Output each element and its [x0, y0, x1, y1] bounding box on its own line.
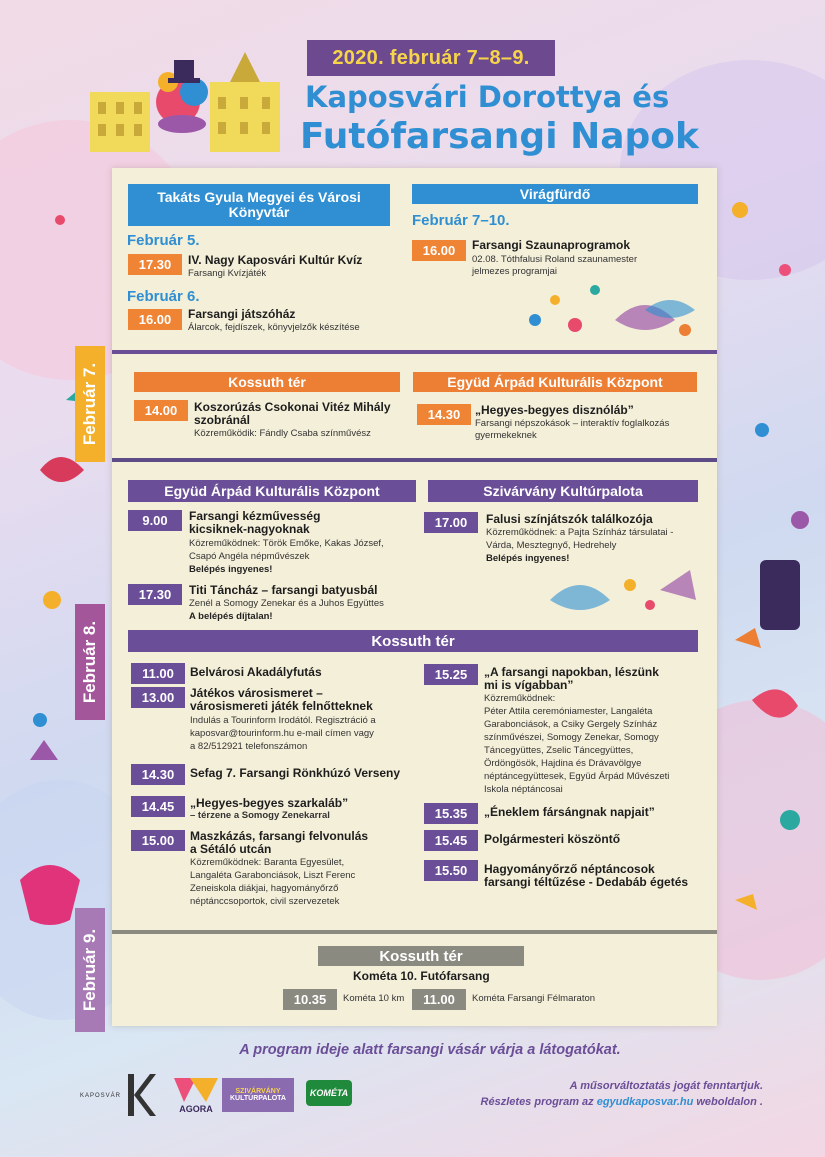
- event-desc: Zenél a Somogy Zenekar és a Juhos Együttes: [189, 598, 384, 609]
- event-desc: Közreműködik: Fándly Csaba színművész: [194, 428, 371, 439]
- event-time: 15.45: [424, 830, 478, 851]
- event-title: kicsiknek-nagyoknak: [189, 522, 310, 536]
- event-title: Farsangi Szaunaprogramok: [472, 238, 631, 252]
- event-desc: Garabonciások, a Csiky Gergely Színház: [484, 719, 658, 730]
- event-note: A belépés díjtalan!: [189, 611, 273, 622]
- event-title: farsangi téltűzése - Dedabáb égetés: [484, 875, 689, 889]
- event-desc: Iskola néptáncosai: [484, 784, 563, 795]
- venue-kossuth-ter: Kossuth tér: [318, 946, 524, 966]
- event-note: Belépés ingyenes!: [189, 564, 273, 575]
- event-title: Farsangi kézművesség: [189, 509, 321, 523]
- carnival-mask-decoration: [515, 270, 705, 350]
- event-desc: Péter Attila ceremóniamester, Langaléta: [484, 706, 653, 717]
- event-desc: Zeneiskola diákjai, hagyományőrző: [190, 883, 339, 894]
- event-desc: néptánccsoportok, civil szervezetek: [190, 896, 340, 907]
- event-title: „Hegyes-begyes szarkaláb”: [190, 796, 349, 810]
- day-tab-feb-7: Február 7.: [75, 346, 105, 462]
- event-title: Farsangi játszóház: [188, 307, 296, 321]
- day-heading: Február 5.: [127, 232, 200, 249]
- page-title-line1: Kaposvári Dorottya és: [305, 80, 670, 114]
- event-desc: Kométa 10 km: [343, 993, 405, 1004]
- event-time: 17.00: [424, 512, 478, 533]
- divider: [112, 930, 717, 934]
- event-title: a Sétáló utcán: [190, 842, 272, 856]
- event-desc: Langaléta Garabonciások, Liszt Ferenc: [190, 870, 356, 881]
- event-time: 9.00: [128, 510, 182, 531]
- event-time: 10.35: [283, 989, 337, 1010]
- event-time: 14.30: [131, 764, 185, 785]
- event-desc: – térzene a Somogy Zenekarral: [190, 810, 330, 821]
- event-time: 13.00: [131, 687, 185, 708]
- event-time: 16.00: [412, 240, 466, 261]
- event-title: Kométa 10. Futófarsang: [353, 969, 490, 983]
- event-desc: Táncegyüttes, Zselic Táncegyüttes,: [484, 745, 634, 756]
- event-desc: Csapó Angéla népművészek: [189, 551, 310, 562]
- venue-szivarvany: Szivárvány Kultúrpalota: [428, 480, 698, 502]
- event-title: Játékos városismeret –: [190, 686, 323, 700]
- event-time: 15.00: [131, 830, 185, 851]
- event-desc: Közreműködnek: Török Emőke, Kakas József,: [189, 538, 384, 549]
- szivarvany-logo-text: SZIVÁRVÁNY: [235, 1088, 281, 1095]
- event-time: 15.35: [424, 803, 478, 824]
- town-hall-illustration: [90, 52, 300, 162]
- event-time: 14.45: [131, 796, 185, 817]
- event-title: Hagyományőrző néptáncosok: [484, 862, 655, 876]
- event-title: Belvárosi Akadályfutás: [190, 665, 322, 679]
- agora-logo: [168, 1074, 224, 1118]
- event-title: Falusi színjátszók találkozója: [486, 512, 653, 526]
- event-desc: Közreműködnek: a Pajta Színház társulatai -: [486, 527, 674, 538]
- event-desc: Álarcok, fejdíszek, könyvjelzők készítése: [188, 322, 360, 333]
- carnival-mask-decoration: [540, 560, 710, 622]
- divider: [112, 458, 717, 462]
- event-desc: jelmezes programjai: [472, 266, 558, 277]
- event-desc: Közreműködnek: Baranta Egyesület,: [190, 857, 345, 868]
- event-time: 14.00: [134, 400, 188, 421]
- event-desc: Ördöngösök, Hajdina és Drávavölgye: [484, 758, 642, 769]
- day-heading: Február 6.: [127, 288, 200, 305]
- agora-logo-text: AGORA: [179, 1104, 213, 1114]
- event-desc: Farsangi népszokások – interaktív foglalkozás: [475, 418, 670, 429]
- event-desc: színművészei, Somogy Zenekar, Somogy: [484, 732, 659, 743]
- event-title: IV. Nagy Kaposvári Kultúr Kvíz: [188, 253, 363, 267]
- event-title: Sefag 7. Farsangi Rönkhúzó Verseny: [190, 766, 401, 780]
- event-desc: kaposvar@tourinform.hu e-mail címen vagy: [190, 728, 374, 739]
- kometa-logo: KOMÉTA: [306, 1080, 352, 1106]
- event-note: Belépés ingyenes!: [486, 553, 570, 564]
- event-desc: 02.08. Tóthfalusi Roland szaunamester: [472, 254, 638, 265]
- event-title: Titi Táncház – farsangi batyusbál: [189, 583, 378, 597]
- event-title: „Éneklem fársángnak napjait”: [484, 805, 655, 819]
- change-notice: A műsorváltoztatás jogát fenntartjuk.: [569, 1080, 763, 1092]
- event-desc: Várda, Mesztegnyő, Hedrehely: [486, 540, 617, 551]
- event-title: Polgármesteri köszöntő: [484, 832, 621, 846]
- event-title: „Hegyes-begyes disznóláb”: [475, 403, 634, 417]
- event-title: Maszkázás, farsangi felvonulás: [190, 829, 369, 843]
- event-time: 15.50: [424, 860, 478, 881]
- date-banner: 2020. február 7–8–9.: [307, 40, 555, 76]
- event-time: 15.25: [424, 664, 478, 685]
- event-title: Koszorúzás Csokonai Vitéz Mihály: [194, 400, 391, 414]
- market-notice: A program ideje alatt farsangi vásár várja a látogatókat.: [239, 1042, 621, 1058]
- day-tab-feb-9: Február 9.: [75, 908, 105, 1032]
- venue-kossuth-ter: Kossuth tér: [128, 630, 698, 652]
- details-notice: Részletes program az egyudkaposvar.hu weboldalon .: [480, 1096, 763, 1108]
- szivarvany-logo: [222, 1078, 294, 1112]
- event-desc: a 82/512921 telefonszámon: [190, 741, 308, 752]
- page-title-line2: Futófarsangi Napok: [300, 116, 699, 157]
- venue-kossuth-ter: Kossuth tér: [134, 372, 400, 392]
- kaposvar-logo-text: KAPOSVÁR: [80, 1093, 122, 1099]
- venue-egyud-arpad: Együd Árpád Kulturális Központ: [413, 372, 697, 392]
- event-desc: Indulás a Tourinform Irodától. Regisztráció a: [190, 715, 376, 726]
- divider: [112, 350, 717, 354]
- event-time: 14.30: [417, 404, 471, 425]
- website-link[interactable]: egyudkaposvar.hu: [596, 1096, 694, 1108]
- event-time: 17.30: [128, 254, 182, 275]
- event-title: mi is vígabban”: [484, 678, 574, 692]
- day-heading: Február 7–10.: [412, 212, 510, 229]
- venue-egyud-arpad: Együd Árpád Kulturális Központ: [128, 480, 416, 502]
- venue-library: Takáts Gyula Megyei és Városi Könyvtár: [128, 184, 390, 226]
- event-title: városismereti játék felnőtteknek: [190, 699, 373, 713]
- event-title: „A farsangi napokban, lészünk: [484, 665, 659, 679]
- event-time: 17.30: [128, 584, 182, 605]
- event-desc: Közreműködnek:: [484, 693, 556, 704]
- venue-viragfurdo: Virágfürdő: [412, 184, 698, 204]
- event-desc: Farsangi Kvízjáték: [188, 268, 267, 279]
- event-desc: gyermekeknek: [475, 430, 537, 441]
- event-time: 11.00: [412, 989, 466, 1010]
- event-time: 11.00: [131, 663, 185, 684]
- event-desc: néptáncegyüttesek, Együd Árpád Művészeti: [484, 771, 670, 782]
- event-desc: Kométa Farsangi Félmaraton: [472, 993, 596, 1004]
- day-tab-feb-8: Február 8.: [75, 604, 105, 720]
- event-time: 16.00: [128, 309, 182, 330]
- szivarvany-logo-subtext: KULTÚRPALOTA: [230, 1095, 286, 1102]
- event-title: szobránál: [194, 413, 251, 427]
